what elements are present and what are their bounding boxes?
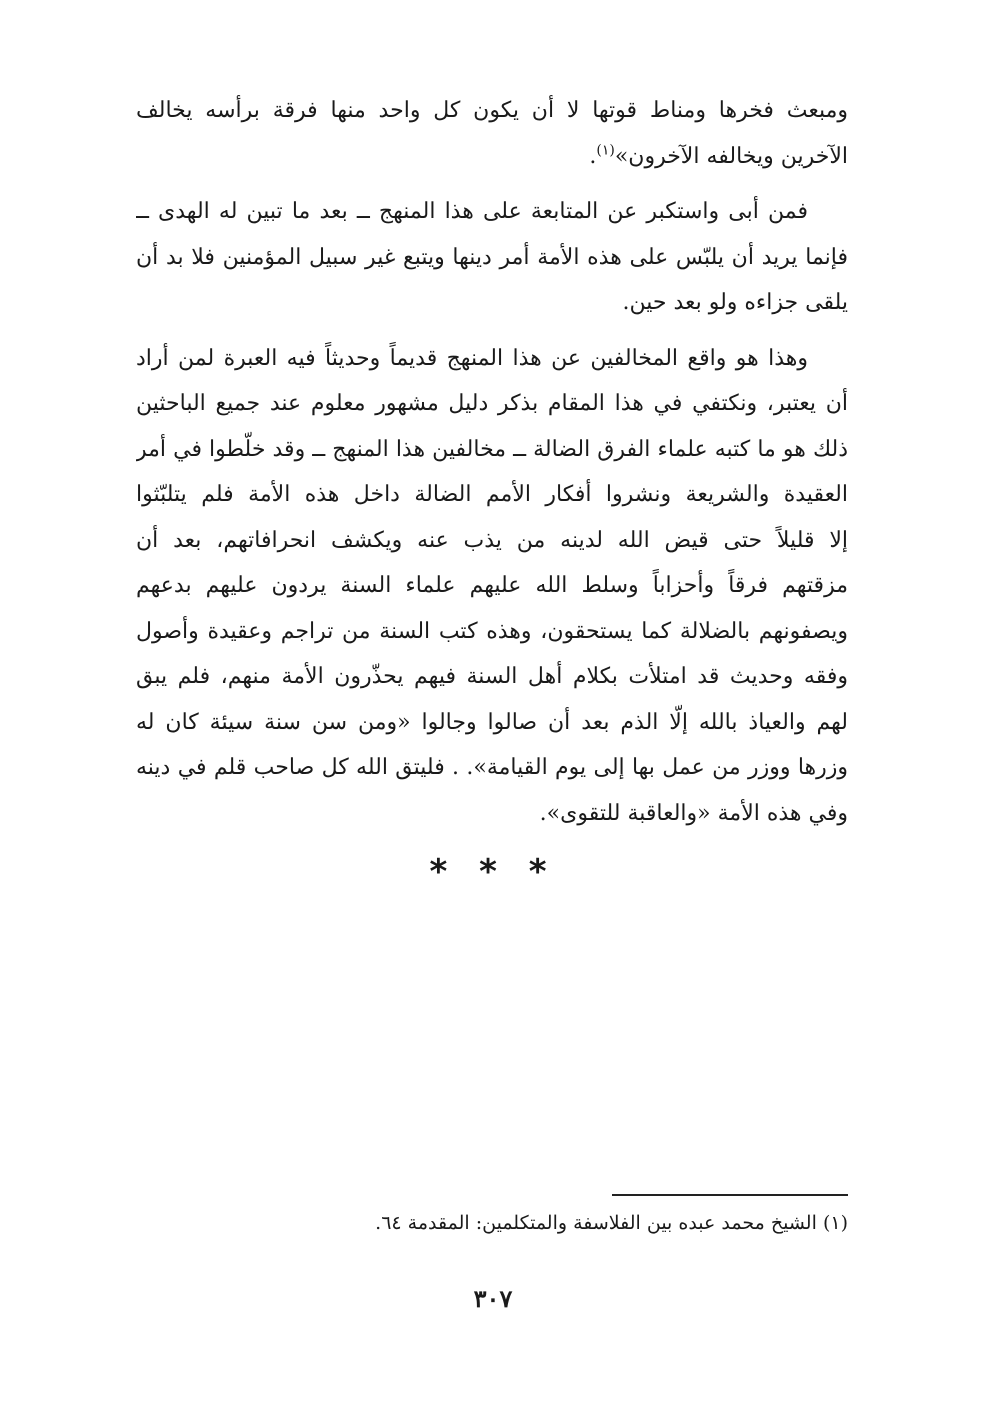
text-line	[136, 134, 848, 180]
footnote-reference: (١)	[596, 142, 615, 159]
text-line: لهم والعياذ بالله إلّا الذم بعد أن صالوا وجالوا «ومن سن سنة سيئة كان له	[136, 709, 848, 735]
text-line: يلقى جزاءه ولو بعد حين.	[622, 290, 848, 315]
paragraph-2	[136, 189, 848, 326]
footnote	[136, 1208, 848, 1238]
text-line: وفقه وحديث قد امتلأت بكلام أهل السنة فيهم يحذّرون الأمة منهم، فلم يبق	[136, 664, 848, 689]
text-line: وفي هذه الأمة «والعاقبة للتقوى».	[539, 800, 848, 826]
text-segment: .	[589, 143, 597, 169]
text-line: وزرها ووزر من عمل بها إلى يوم القيامة». . فليتق الله كل صاحب قلم في دينه	[136, 755, 848, 780]
section-divider: * * *	[429, 852, 557, 892]
text-line: ذلك هو ما كتبه علماء الفرق الضالة ــ مخالفين هذا المنهج ــ وقد خلّطوا في أمر	[136, 436, 848, 462]
paragraph-1	[136, 88, 848, 179]
text-line: وهذا هو واقع المخالفين عن هذا المنهج قديماً وحديثاً فيه العبرة لمن أراد	[136, 345, 808, 371]
paragraph-3	[136, 336, 848, 837]
main-text	[136, 88, 848, 846]
footnote-marker: (١)	[822, 1212, 848, 1234]
page-number: ٣٠٧	[473, 1284, 513, 1313]
footnote-text: الشيخ محمد عبده بين الفلاسفة والمتكلمين: المقدمة ٦٤.	[375, 1212, 817, 1234]
text-line: ومبعث فخرها ومناط قوتها لا أن يكون كل واحد منها فرقة برأسه يخالف	[136, 98, 848, 123]
text-segment: الآخرين ويخالفه الآخرون»	[614, 143, 848, 169]
text-line: فمن أبى واستكبر عن المتابعة على هذا المنهج ــ بعد ما تبين له الهدى ــ	[136, 199, 808, 224]
text-line: ويصفونهم بالضلالة كما يستحقون، وهذه كتب السنة من تراجم وعقيدة وأصول	[136, 618, 848, 644]
footnote-separator	[612, 1194, 848, 1196]
text-line: فإنما يريد أن يلبّس على هذه الأمة أمر دينها ويتبع غير سبيل المؤمنين فلا بد أن	[136, 244, 848, 270]
text-line: مزقتهم فرقاً وأحزاباً وسلط الله عليهم علماء السنة يردون عليهم بدعهم	[136, 573, 848, 598]
text-line: أن يعتبر، ونكتفي في هذا المقام بذكر دليل مشهور معلوم عند جميع الباحثين	[136, 391, 848, 416]
text-line: العقيدة والشريعة ونشروا أفكار الأمم الضالة داخل هذه الأمة فلم يتلبّثوا	[136, 482, 848, 507]
text-line: إلا قليلاً حتى قيض الله لدينه من يذب عنه ويكشف انحرافاتهم، بعد أن	[136, 527, 848, 553]
